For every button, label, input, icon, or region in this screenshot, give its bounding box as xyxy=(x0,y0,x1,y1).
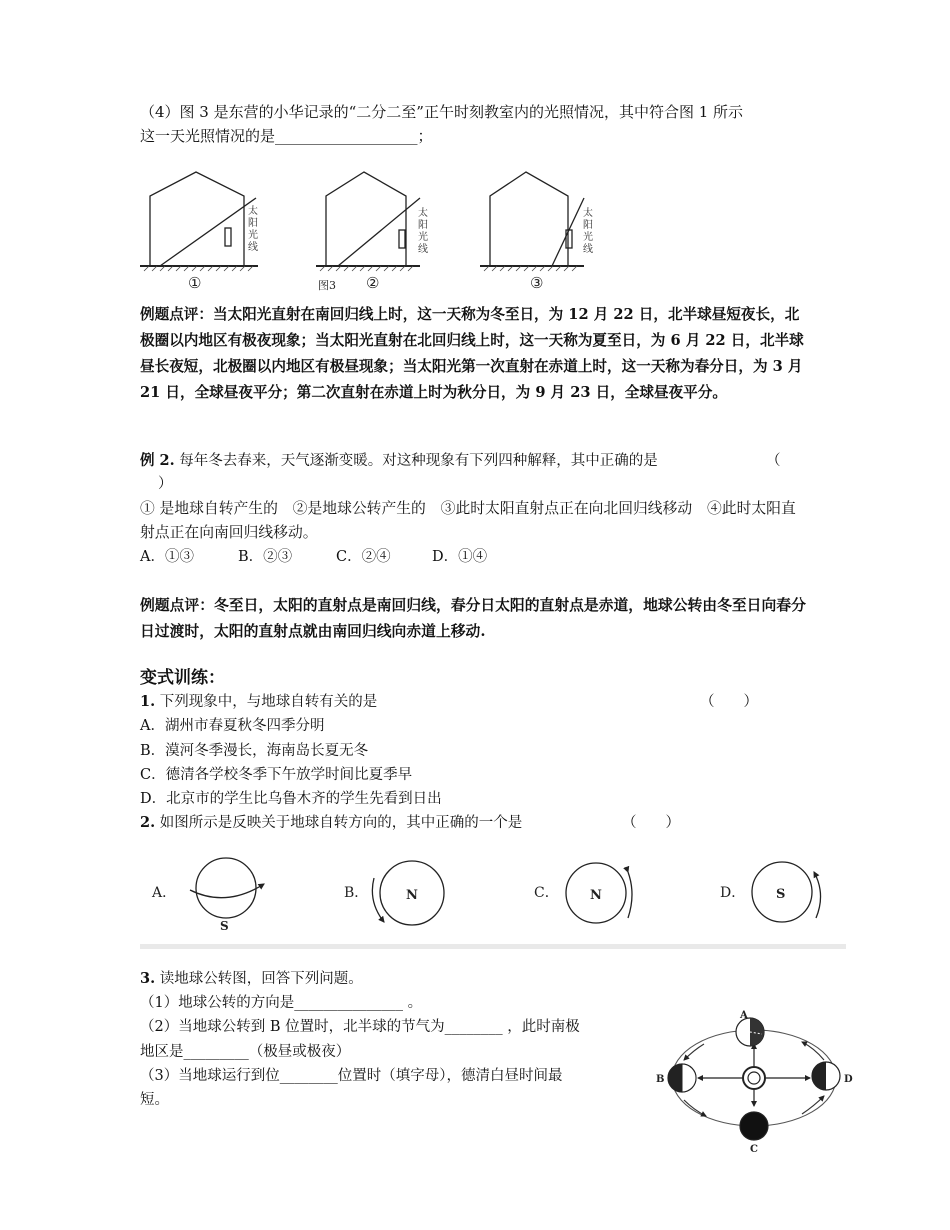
globe-d xyxy=(752,862,821,922)
globe-c-pole: N xyxy=(590,888,602,903)
sun-label-1a: 太 xyxy=(248,206,258,217)
example-2-statements: ① 是地球自转产生的 ②是地球公转产生的 ③此时太阳直射点正在向北回归线移动 ④此时太阳直射点正在向南回归线移动。 xyxy=(140,500,796,541)
globe-a-pole: S xyxy=(220,919,229,933)
example-2-stem xyxy=(140,449,658,473)
sun-label-1d: 线 xyxy=(248,242,258,253)
sun-label-2d: 线 xyxy=(418,244,428,255)
globe-d-pole: S xyxy=(776,887,786,902)
sun-label-3c: 光 xyxy=(583,232,593,243)
example-2-question: 每年冬去春来，天气逐渐变暖。对这种现象有下列四种解释，其中正确的是 xyxy=(174,453,658,469)
practice-q3-number: 3. xyxy=(140,970,156,987)
sun-label-1b: 阳 xyxy=(248,218,258,229)
practice-q3-line-3: 地区是_________（极昼或极夜） xyxy=(140,1044,351,1060)
example-2-option-a: A．①③ xyxy=(140,549,194,565)
sun-icon xyxy=(743,1067,765,1089)
globe-b-pole: N xyxy=(406,888,418,903)
example-2-option-c: C．②④ xyxy=(336,549,391,565)
sun-label-2c: 光 xyxy=(418,232,428,243)
example-2-paren-close: ） xyxy=(158,476,173,492)
example-2-paren-open: （ xyxy=(766,453,781,469)
earth-d xyxy=(812,1062,840,1090)
practice-q3-line-1: （1）地球公转的方向是_______________ 。 xyxy=(140,995,423,1011)
practice-q3-line-4: （3）当地球运行到位________位置时（填字母），德清白昼时间最 xyxy=(140,1068,563,1084)
figure-caption: 图3 xyxy=(318,279,336,292)
practice-q1-option-b: B．漠河冬季漫长，海南岛长夏无冬 xyxy=(140,743,369,759)
orbit-label-b: B xyxy=(656,1074,665,1085)
sun-label-3a: 太 xyxy=(583,208,593,219)
example-2-option-d: D．①④ xyxy=(432,549,488,565)
practice-q3-line-2: （2）当地球公转到 B 位置时，北半球的节气为________ ，此时南极 xyxy=(140,1019,580,1035)
example-2-label: 例 2. xyxy=(140,452,175,469)
practice-q1-option-d: D．北京市的学生比乌鲁木齐的学生先看到日出 xyxy=(140,791,442,807)
house-diagram-1 xyxy=(140,172,258,266)
example-1-comment: 例题点评：当太阳光直射在南回归线上时，这一天称为冬至日，为 12 月 22 日，北半球昼短夜长，北极圈以内地区有极夜现象；当太阳光直射在北回归线上时，这一天称为夏至日，为 6 月 22 日，北半球昼长夜短，北极圈以内地区有极昼现象；当太阳光第一次直射在赤道上时，这一天称为春分日，为 3 月 21 日，全球昼夜平分；第二次直射在赤道上时为秋分日，为 9 月 23 日，全球昼夜平分。 xyxy=(140,306,804,401)
orbit-label-a: A xyxy=(740,1010,748,1021)
section-divider xyxy=(140,944,846,949)
earth-c xyxy=(740,1112,768,1140)
sun-label-2a: 太 xyxy=(418,208,428,219)
rotation-option-a-label: A． xyxy=(152,885,177,901)
sun-label-2b: 阳 xyxy=(418,220,428,231)
practice-q3-question: 读地球公转图，回答下列问题。 xyxy=(155,971,363,987)
rotation-option-d-label: D． xyxy=(720,885,746,901)
example-2-option-b: B．②③ xyxy=(238,549,293,565)
practice-q1-stem xyxy=(140,690,377,714)
house-diagram-3 xyxy=(480,172,584,266)
practice-q1-option-c: C．德清各学校冬季下午放学时间比夏季早 xyxy=(140,767,413,783)
practice-q2-question: 如图所示是反映关于地球自转方向的，其中正确的一个是 xyxy=(155,815,523,831)
orbit-label-c: C xyxy=(750,1144,758,1155)
figure-number-1: ① xyxy=(188,274,202,292)
figure-number-2: ② xyxy=(366,274,380,292)
question-4 xyxy=(140,100,810,148)
house-diagram-2 xyxy=(316,172,420,266)
sun-label-3d: 线 xyxy=(583,244,593,255)
earth-revolution-diagram xyxy=(654,1010,854,1155)
question-4-line-2: 这一天光照情况的是___________________； xyxy=(140,127,433,145)
figure-number-3: ③ xyxy=(530,274,544,292)
earth-a xyxy=(736,1018,764,1046)
globe-a xyxy=(190,858,264,918)
practice-q2-stem xyxy=(140,811,522,835)
rotation-option-c-label: C． xyxy=(534,885,559,901)
rotation-direction-figures xyxy=(140,850,840,934)
sun-ray-labels xyxy=(248,204,593,255)
practice-q1-number: 1. xyxy=(140,693,156,710)
practice-q1-paren: （ ） xyxy=(700,694,758,710)
practice-q2-paren: （ ） xyxy=(622,815,680,831)
practice-q1-option-a: A．湖州市春夏秋冬四季分明 xyxy=(140,718,325,734)
sun-label-3b: 阳 xyxy=(583,220,593,231)
practice-q3-stem xyxy=(140,967,363,991)
question-4-line-1: （4）图 3 是东营的小华记录的“二分二至”正午时刻教室内的光照情况，其中符合图 1 所示 xyxy=(140,103,744,121)
orbit-label-d: D xyxy=(844,1074,853,1085)
practice-title: 变式训练： xyxy=(140,668,225,688)
sun-label-1c: 光 xyxy=(248,230,258,241)
practice-q1-question: 下列现象中，与地球自转有关的是 xyxy=(155,694,378,710)
practice-q3-line-5: 短。 xyxy=(140,1092,169,1108)
practice-q2-number: 2. xyxy=(140,814,156,831)
figure-3-sunlight-houses xyxy=(138,168,598,293)
rotation-option-b-label: B． xyxy=(344,885,369,901)
example-2-comment: 例题点评：冬至日，太阳的直射点是南回归线，春分日太阳的直射点是赤道，地球公转由冬至日向春分日过渡时，太阳的直射点就由南回归线向赤道上移动. xyxy=(140,597,806,640)
earth-b xyxy=(668,1064,696,1092)
